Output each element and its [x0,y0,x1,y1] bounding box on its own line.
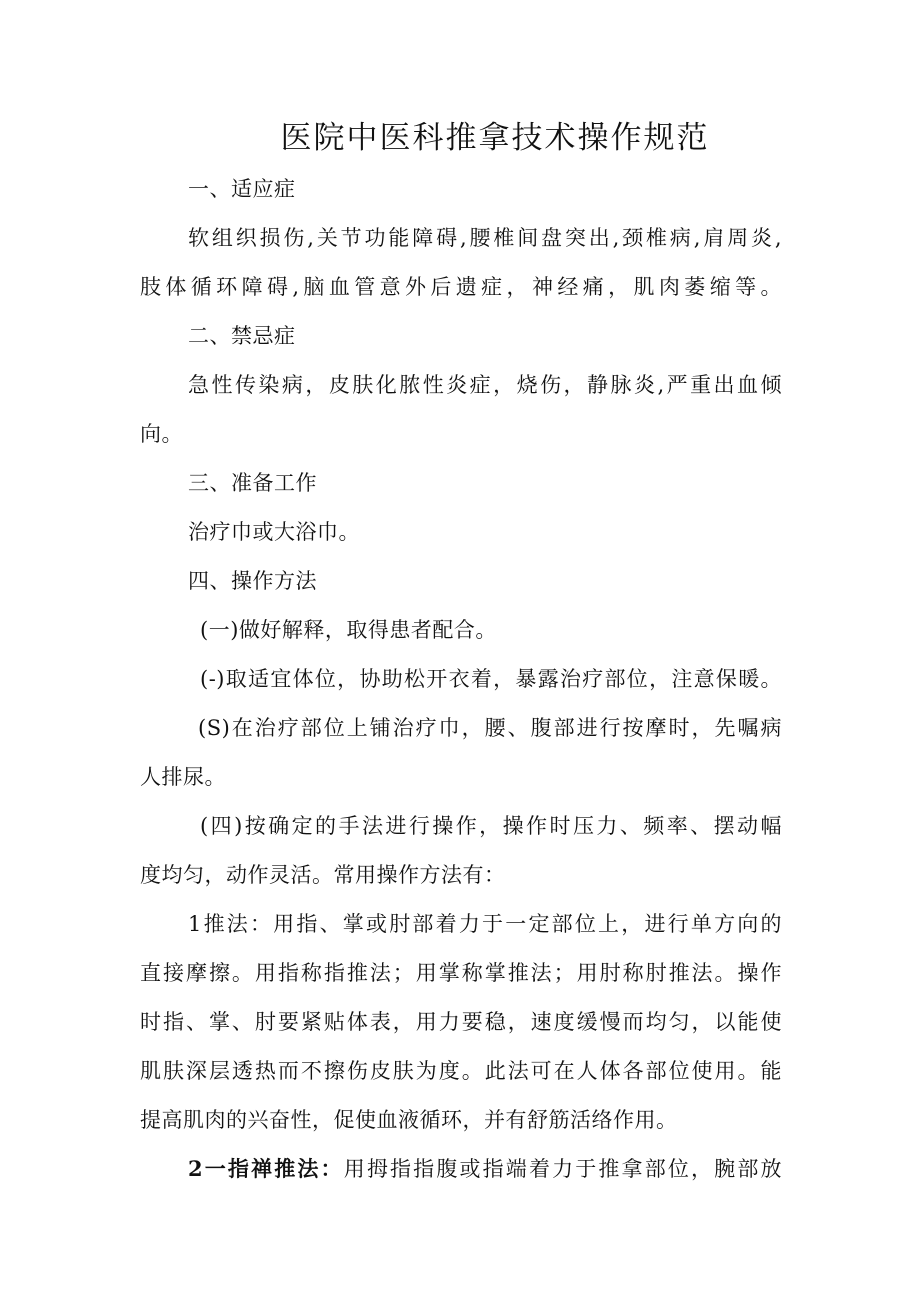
paragraph-line: 1推法：用指、掌或肘部着力于一定部位上，进行单方向的 [188,912,782,936]
paragraph-line [188,1154,782,1184]
step-item: (-)取适宜体位，协助松开衣着，暴露治疗部位，注意保暖。 [200,667,782,691]
paragraph-line: 提高肌肉的兴奋性，促使血液循环，并有舒筋活络作用。 [140,1108,678,1132]
heading-procedure: 四、操作方法 [188,569,317,593]
paragraph-line: 度均匀，动作灵活。常用操作方法有： [140,863,506,887]
paragraph-line: 治疗巾或大浴巾。 [188,520,360,544]
paragraph-line: 人排尿。 [140,765,226,789]
step-item: (四)按确定的手法进行操作，操作时压力、频率、摆动幅 [200,814,782,838]
paragraph-line: 肌肤深层透热而不擦伤皮肤为度。此法可在人体各部位使用。能 [140,1059,782,1083]
heading-preparation: 三、准备工作 [188,471,317,495]
paragraph-line: 时指、掌、肘要紧贴体表，用力要稳，速度缓慢而均匀，以能使 [140,1010,782,1034]
step-item: (S)在治疗部位上铺治疗巾，腰、腹部进行按摩时，先嘱病 [198,716,782,740]
paragraph-line: 软组织损伤,关节功能障碍,腰椎间盘突出,颈椎病,肩周炎, [188,226,782,250]
paragraph-line: 急性传染病，皮肤化脓性炎症，烧伤，静脉炎,严重出血倾 [188,373,782,397]
heading-contraindications: 二、禁忌症 [188,324,296,348]
term-description: 用拇指指腹或指端着力于推拿部位，腕部放 [343,1157,782,1181]
paragraph-line: 向。 [140,422,183,446]
term-yizhichan: 2一指禅推法： [188,1156,344,1181]
heading-indications: 一、适应症 [188,177,296,201]
paragraph-line: 肢体循环障碍,脑血管意外后遗症，神经痛，肌肉萎缩等。 [140,275,782,299]
document-title: 医院中医科推拿技术操作规范 [280,120,710,156]
step-item: (一)做好解释，取得患者配合。 [200,618,497,642]
paragraph-line: 直接摩擦。用指称指推法；用掌称掌推法；用肘称肘推法。操作 [140,961,782,985]
